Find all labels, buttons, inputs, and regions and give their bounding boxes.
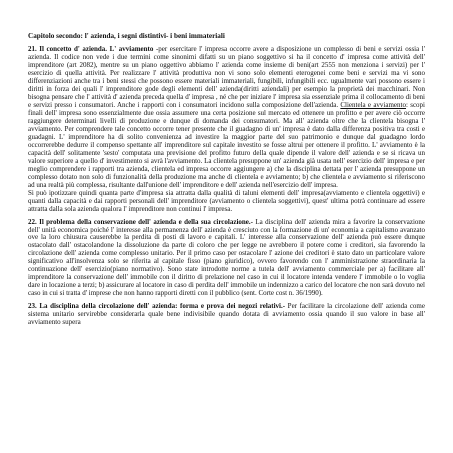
section-21-underlined-term: Clientela e avviamento — [340, 100, 406, 109]
section-23-text: Per facilitare la circolazione dell' azienda come sistema unitario servirebbe considerarla quale bene indivisibile quando dotata di avviamento ossia quando il suo valore in base all' avviamento supera — [28, 302, 425, 327]
section-23-heading: 23. La disciplina della circolazione dell' azienda: forma e prova dei negozi relativi.- — [28, 302, 286, 311]
section-21-text-2: : scopi finali dell' impresa sono essenzialmente due ossia assumere una certa posizione sul mercato ed ottenere un profitto e per avere ciò occorre raggiungere determinati livelli di produzione e dunque di domanda dei consumatori. Ma all' azienda oltre che la clientela bisogna l' avviamento. Per comprendere tale concetto occorre tener presente che il guadagno di un' impresa è dato dalla differenza positiva tra costi e guadagni. L' imprenditore ha di solito convenienza ad investire la maggior parte del suo patrimonio e dunque dal guadagno lordo occorrerebbe dedurre il compenso spettante all' imprenditore sul capitale investito se fosse altrui per ottenere il profitto. L' avviamento è la capacità dell' solitamente 'sesto' computata una previsione del profitto futuro della quale dipende il valore dell' azienda e se si ricava un valore superiore a quello d' investimento si avrà l'avviamento. La clientela presuppone un' azienda già usata nell' esercizio dell' impresa e per meglio comprendere i rapporti tra azienda, clientela ed impresa occorre aggiungere a) che la disciplina dettata per l' azienda presuppone un complesso dotato non solo di funzionalità della produzione ma anche di clientela e avviamento; b) che clientela e avviamento si riferiscono ad una realtà più complessa, risultante dall'unione dell' imprenditore e dell' azienda nell'esercizio dell' impresa. — [28, 100, 425, 189]
section-21-heading: 21. Il concetto d' azienda. L' avviamento — [28, 45, 154, 54]
chapter-title: Capitolo secondo: l' azienda, i segni distintivi- i beni immateriali — [28, 32, 225, 40]
section-21 — [28, 46, 425, 213]
section-22-text: La disciplina dell' azienda mira a favorire la conservazione dell' unità economica poiché l' interesse alla permanenza dell' azienda è cresciuto con la formazione di un' economia a capitalismo avanzato ove la loro chiusura causerebbe la perdita di posti di lavoro e capitali. L' interesse alla conservazione dell' azienda può essere dunque ostacolato dall' ostacolandone la dissoluzione da parte di coloro che per legge ne avrebbero il potere come i creditori, sia favorendo la circolazione dell' azienda come complesso unitario. Per il primo caso per ostacolare l' azione dei creditori è stato dato un particolare valore significativo all'insolvenza solo se riferita al capitale fisso (piano giuridico), ovvero favorendo con l' amministrazione straordinaria la continuazione dell' esercizio(piano normativo). Sono state introdotte norme a tutela dell' avviamento commerciale per a) facilitare all' imprenditore la conservazione dell' immobile con il diritto di prelazione nel caso in cui il locatore intenda vendere l' immobile o lo voglia dare in locazione a terzi; b) assicurare al locatore in caso di perdita dell' immobile un indennizzo a carico del locatore che non sarà dovuto nel caso in cui si tratta d' imprese che non hanno rapporti diretti con il pubblico (sent. Corte cost n. 36/1990). — [28, 217, 425, 298]
section-21-text-3: Si può ipotizzare quindi quanta parte d'impresa sia attratta dalla qualità di taluni elementi dell' impresa(avviamento e clientela oggettivi) e quanti dalla capacità e dai rapporti personali dell' imprenditore (avviamento o clientela soggettivi), quest' ultima potrà continuare ad essere attratta dalla sola azienda qualora l' imprenditore non continui l' impresa. — [28, 188, 425, 213]
section-21-text-1: -per esercitare l' impresa occorre avere a disposizione un complesso di beni e servizi ossia l' azienda. Il codice non vede i due termini come sinonimi difatti su un piano soggettivo si ha il concetto d' impresa come attività dell' imprenditore (art 2082), mentre su un piano oggettivo abbiamo l' azienda come insieme di beni(art 2555 non menziona i servizi) per l' esercizio di quella attività. Per realizzare l' attività produttiva non vi sono solo elementi eterogenei come beni e servizi ma vi sono differenziazioni anche tra i beni stessi che possono essere materiali immateriali, fungibili, infungibili ecc. ugualmente vari possono essere i diritti in forza dei quali l' imprenditore gode degli elementi dell' azienda(diritti aziendali) per esempio la proprietà dei macchinari. Non bisogna pensare che l' attività d' azienda preceda quella d' impresa , né che per iniziare l' impresa sia essenziale prima il collocamento di beni e servizi presso i consumatori. Anche i rapporti con i consumatori incidono sulla composizione dell'azienda. — [28, 45, 425, 109]
section-23 — [28, 303, 425, 327]
section-22-heading: 22. Il problema della conservazione dell' azienda e della sua circolazione.- — [28, 217, 253, 226]
section-22 — [28, 219, 425, 299]
